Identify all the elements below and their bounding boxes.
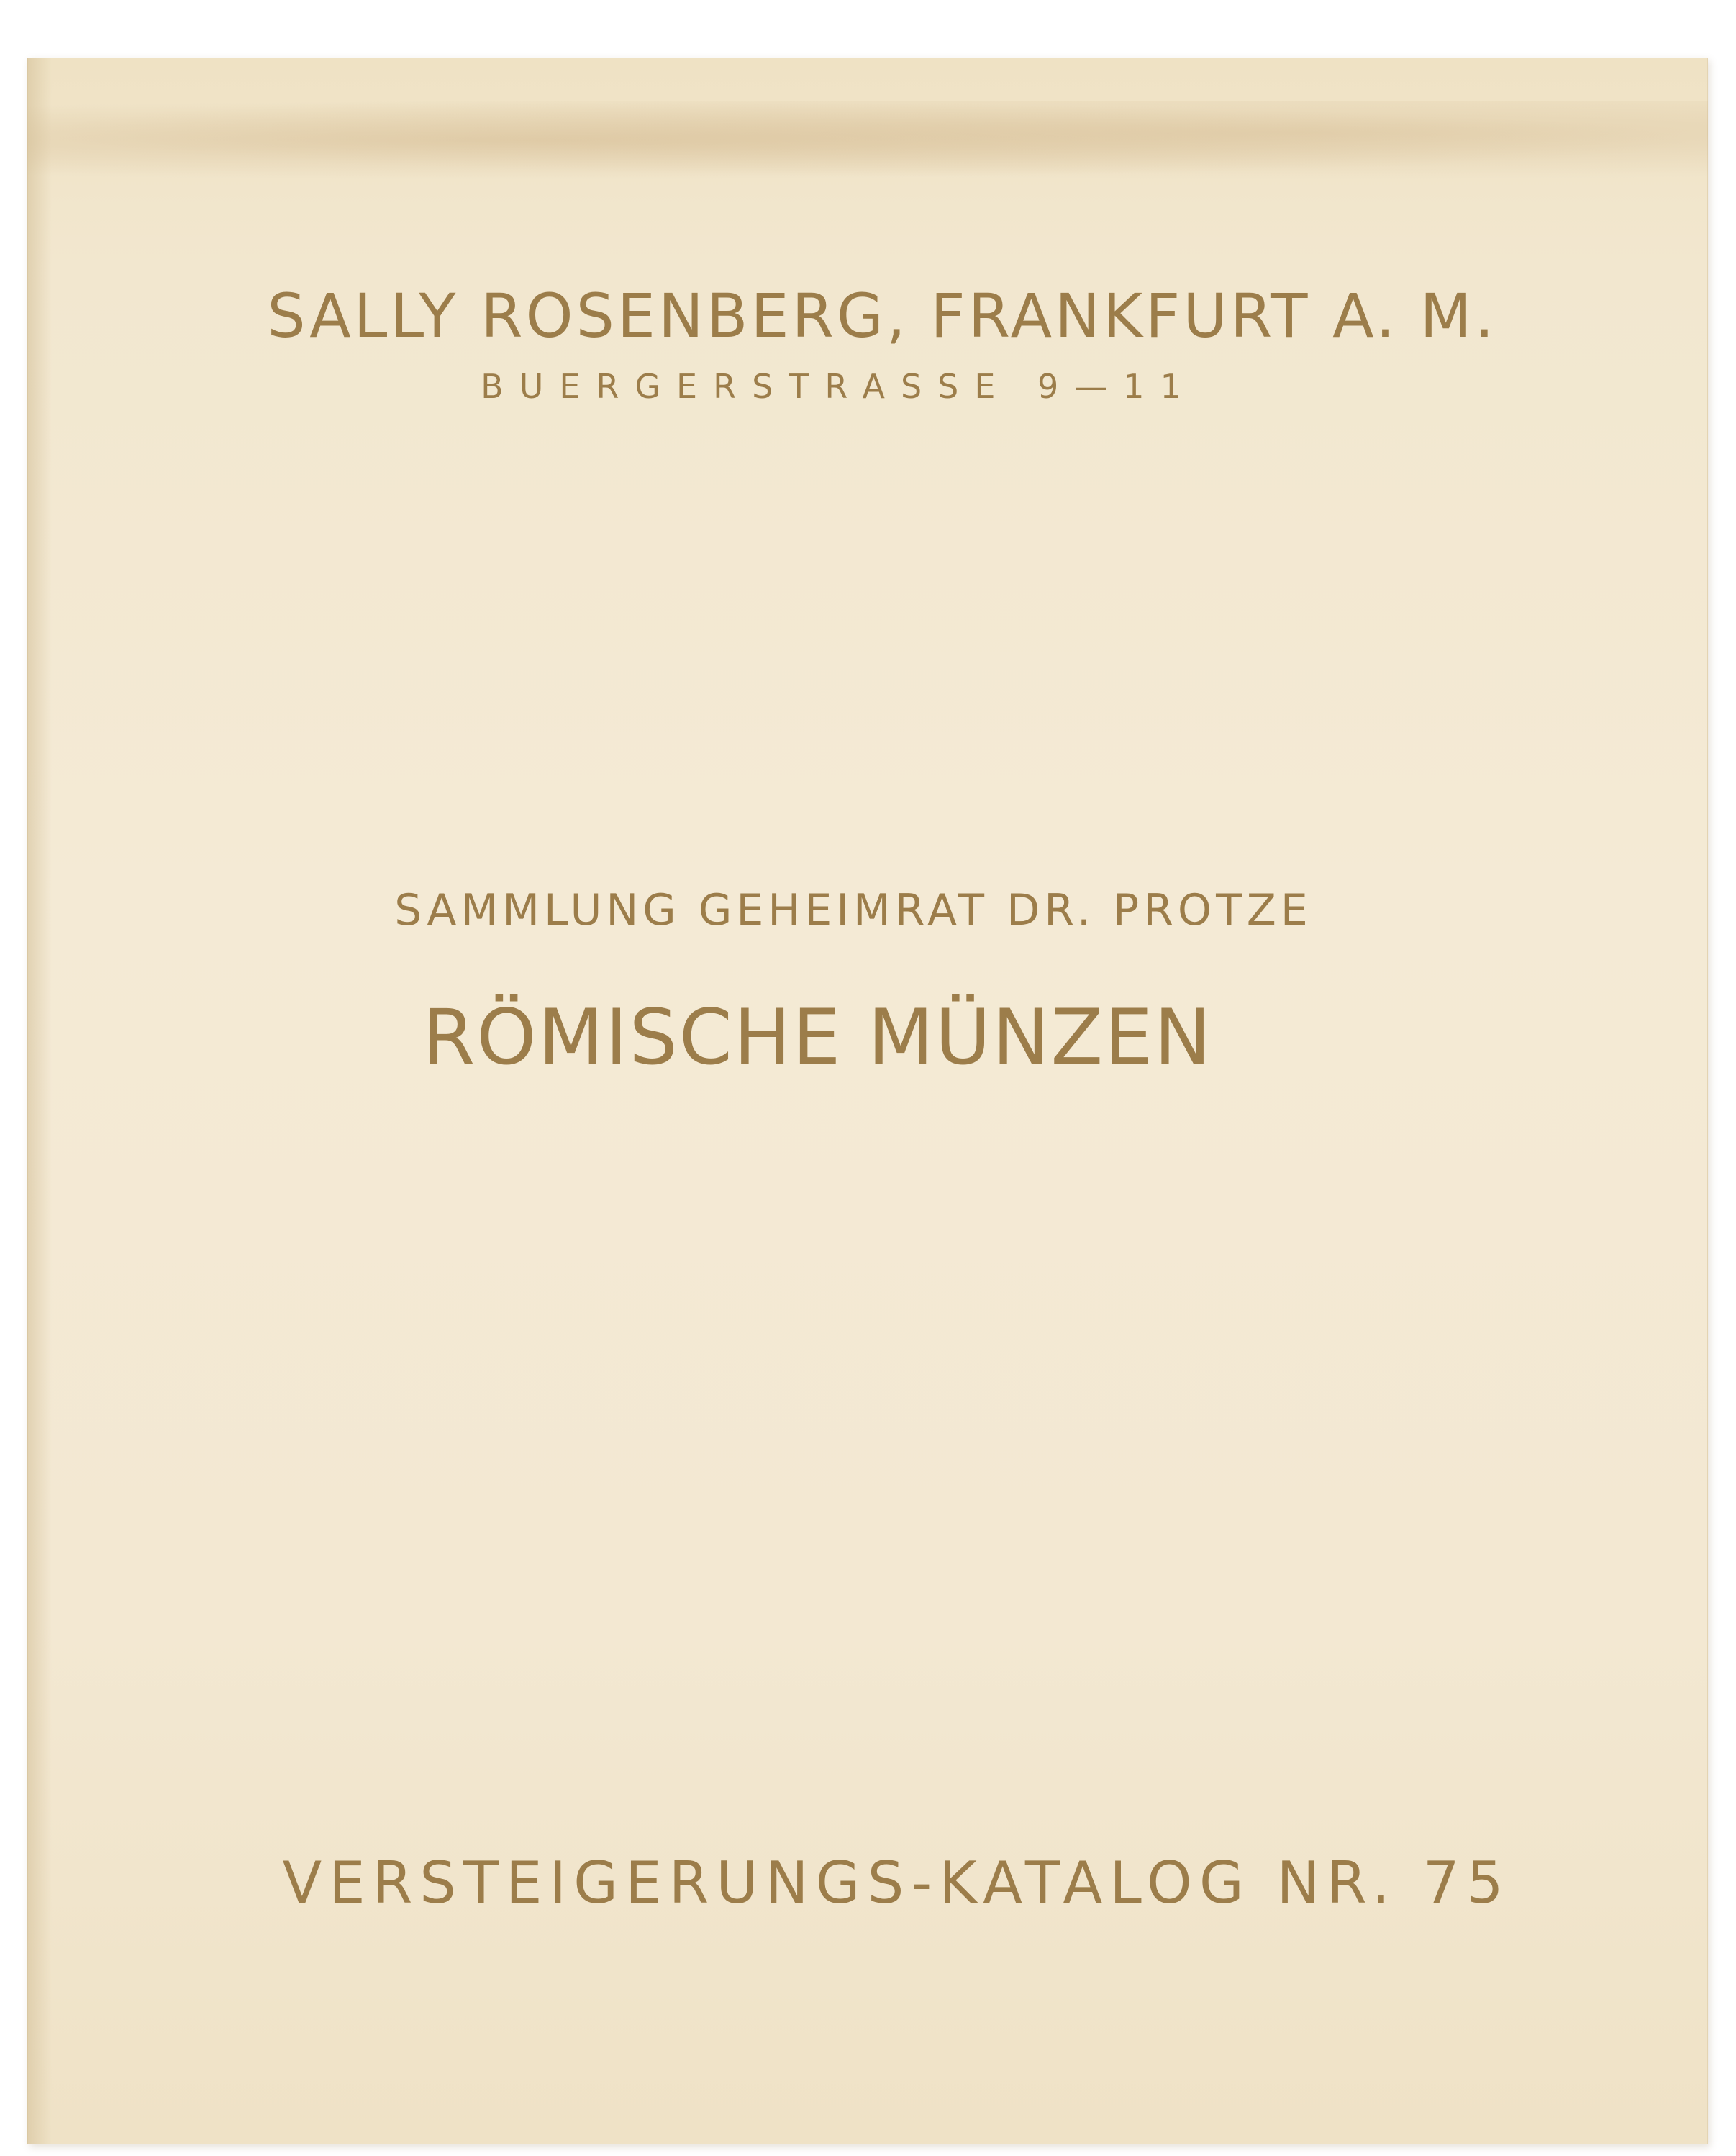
collection-name: SAMMLUNG GEHEIMRAT DR. PROTZE: [394, 885, 1312, 936]
publisher-address: BUERGERSTRASSE 9—11: [481, 367, 1197, 406]
publisher-name: SALLY ROSENBERG, FRANKFURT A. M.: [267, 281, 1497, 351]
catalog-number: VERSTEIGERUNGS-KATALOG NR. 75: [282, 1849, 1511, 1916]
catalog-cover: [27, 58, 1708, 2144]
catalog-title: RÖMISCHE MÜNZEN: [422, 993, 1213, 1082]
